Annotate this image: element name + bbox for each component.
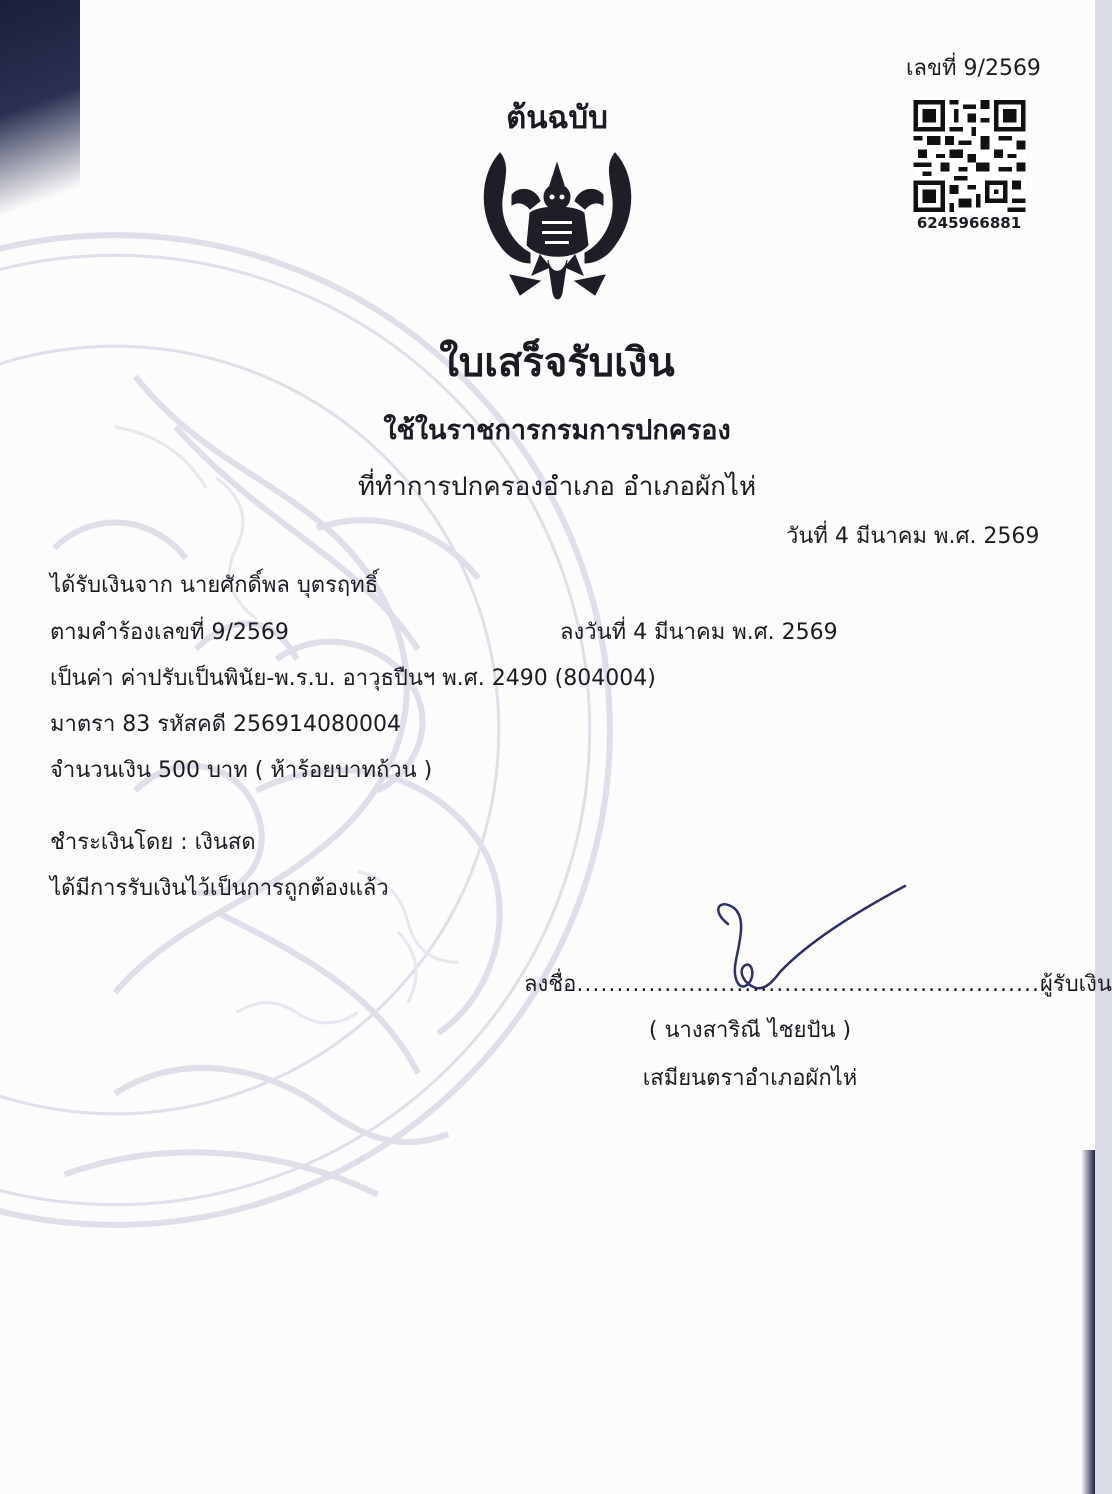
qr-code	[913, 100, 1026, 212]
signature-dots: ..........................................................	[576, 972, 1040, 997]
request-date: ลงวันที่ 4 มีนาคม พ.ศ. 2569	[560, 620, 838, 645]
copy-label: ต้นฉบับ	[506, 100, 608, 136]
receiver-role: ผู้รับเงิน	[1039, 972, 1112, 997]
qr-number: 6245966881	[916, 214, 1022, 232]
receipt-date: วันที่ 4 มีนาคม พ.ศ. 2569	[786, 524, 1040, 549]
garuda-emblem	[470, 145, 645, 305]
request-number: ตามคำร้องเลขที่ 9/2569	[50, 620, 289, 645]
receipt-title: ใบเสร็จรับเงิน	[439, 340, 675, 386]
signature-line	[524, 966, 1112, 1001]
received-from: ได้รับเงินจาก นายศักดิ์พล บุตรฤทธิ์	[50, 573, 379, 598]
case-section: มาตรา 83 รหัสคดี 256914080004	[50, 712, 402, 737]
signer-position: เสมียนตราอำเภอผักไห่	[642, 1066, 858, 1091]
payment-purpose: เป็นค่า ค่าปรับเป็นพินัย-พ.ร.บ. อาวุธปืนฯ พ.ศ. 2490 (804004)	[50, 666, 656, 691]
sign-label: ลงชื่อ	[524, 972, 577, 997]
scan-shadow-right	[1081, 1150, 1095, 1494]
office-subtitle: ที่ทำการปกครองอำเภอ อำเภอผักไห่	[357, 472, 757, 502]
document-number: เลขที่ 9/2569	[906, 56, 1041, 81]
signer-name: ( นางสาริณี ไชยปัน )	[648, 1018, 852, 1043]
issuer-subtitle: ใช้ในราชการกรมการปกครอง	[383, 415, 731, 446]
payment-method: ชำระเงินโดย : เงินสด	[50, 830, 256, 855]
receipt-confirmation: ได้มีการรับเงินไว้เป็นการถูกต้องแล้ว	[50, 876, 389, 901]
scan-shadow	[0, 0, 80, 260]
amount-paid: จำนวนเงิน 500 บาท ( ห้าร้อยบาทถ้วน )	[50, 758, 433, 783]
